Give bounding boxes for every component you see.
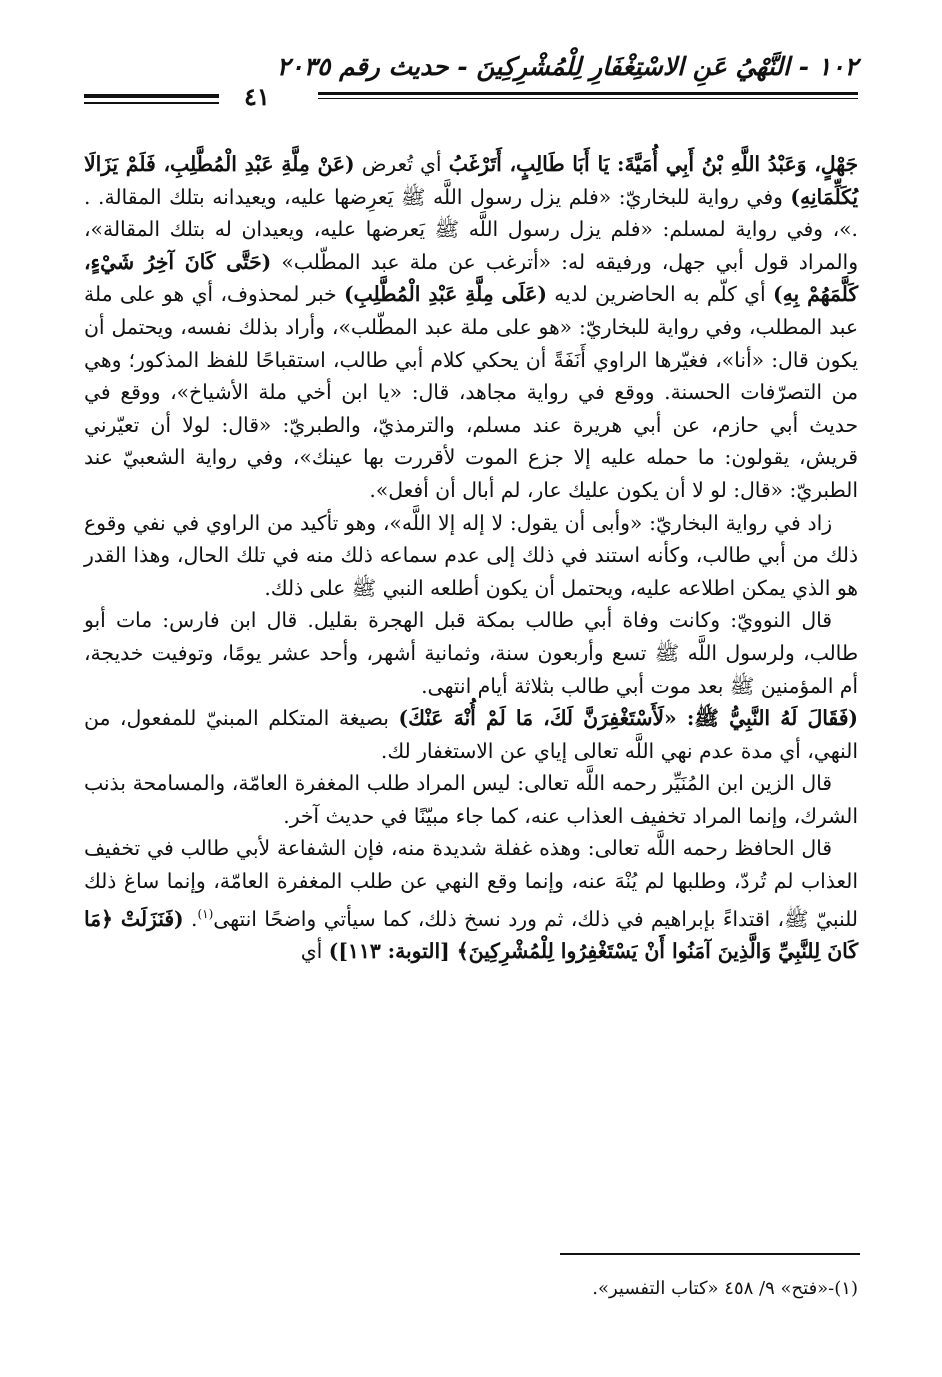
commentary: بصيغة المتكلم المبنيّ للمفعول، من النهي، أي مدة عدم نهي اللَّه تعالى إياي عن الاستغفار لك. xyxy=(84,706,858,763)
paragraph: قال الزين ابن المُنَيِّر رحمه اللَّه تعالى: ليس المراد طلب المغفرة العامّة، والمسامحة بذنب الشرك، وإنما المراد تخفيف العذاب عنه، كما جاء مبيّنًا في حديث آخر. xyxy=(84,771,858,828)
commentary: وفي رواية للبخاريّ: «فلم يزل رسول اللَّه ﷺ يَعرِضها عليه، ويعيدانه بتلك المقالة. . .»، وفي رواية لمسلم: «فلم يزل رسول اللَّه ﷺ يَعرضها عليه، ويعيدان له بتلك المقالة»، والمراد قول أبي جهل، ورفيقه له: «أترغب عن ملة عبد المطّلب» xyxy=(84,184,858,274)
hadith-text: (عَلَى مِلَّةِ عَبْدِ الْمُطَّلِبِ) xyxy=(343,282,547,307)
header-rule-left xyxy=(84,94,219,98)
paragraph xyxy=(84,832,858,967)
paragraph xyxy=(84,148,858,507)
page-number: ٤١ xyxy=(244,82,270,111)
hadith-text: (عَنْ مِلَّةِ عَبْدِ الْمُطَّلِبِ، فَلَمْ يَزَالَا يُكَلِّمَانِهِ) xyxy=(84,152,858,209)
header-rule-thin xyxy=(318,98,858,99)
commentary: قال الحافظ رحمه اللَّه تعالى: وهذه غفلة شديدة منه، فإن الشفاعة لأبي طالب في تخفيف العذاب لم تُردّ، وطلبها لم يُنْهَ عنه، وإنما وقع النهي عن طلب المغفرة العامّة، وإنما ساغ ذلك للنبيّ ﷺ، اقتداءً بإبراهيم في ذلك، ثم ورد نسخ ذلك، كما سيأتي واضحًا انتهى xyxy=(84,836,858,931)
header-rule-left-thin xyxy=(84,102,219,104)
paragraph: قال النوويّ: وكانت وفاة أبي طالب بمكة قبل الهجرة بقليل. قال ابن فارس: مات أبو طالب، ولرسول اللَّه ﷺ تسع وأربعون سنة، وثمانية أشهر، وأحد عشر يومًا، وتوفيت خديجة، أم المؤمنين ﷺ بعد موت أبي طالب بثلاثة أيام انتهى. xyxy=(84,608,858,698)
commentary: أي تُعرض xyxy=(354,152,449,176)
hadith-text: (فَنَزَلَتْ ﴿مَا كَانَ لِلنَّبِيِّ وَالَّذِينَ آمَنُوا أَنْ يَسْتَغْفِرُوا لِلْمُشْرِكِينَ﴾ [التوبة: ١١٣]) xyxy=(84,906,858,964)
commentary: أي xyxy=(300,939,329,964)
hadith-text: جَهْلٍ، وَعَبْدُ اللَّهِ بْنُ أَبِي أُمَيَّةَ: يَا أَبَا طَالِبٍ، أَتَرْغَبُ xyxy=(448,152,858,176)
main-text xyxy=(84,148,858,1198)
header-rule xyxy=(318,92,858,95)
footnote-ref[interactable]: (١) xyxy=(197,906,214,921)
commentary: أي كلّم به الحاضرين لديه xyxy=(546,282,773,307)
commentary: . xyxy=(183,906,198,931)
paragraph: زاد في رواية البخاريّ: «وأبى أن يقول: لا إله إلا اللَّه»، وهو تأكيد من الراوي في نفي وقوع ذلك من أبي طالب، وكأنه استند في ذلك إلى عدم سماعه ذلك منه في تلك الحال، وهذا القدر هو الذي يمكن اطلاعه عليه، ويحتمل أن يكون أطلعه النبي ﷺ على ذلك. xyxy=(84,510,858,600)
footnote-separator xyxy=(560,1253,860,1255)
footnote: (١)-«فتح» ٩/ ٤٥٨ «كتاب التفسير». xyxy=(592,1278,858,1299)
commentary: خبر لمحذوف، أي هو على ملة عبد المطلب، وفي رواية للبخاريّ: «هو على ملة عبد المطّلب»، وأراد بذلك نفسه، ويحتمل أن يكون قال: «أنا»، فغيّرها الراوي أَنَفَةً أن يحكي كلام أبي طالب، استقباحًا للفظ المذكور؛ وهي من التصرّفات الحسنة. ووقع في رواية مجاهد، قال: «يا ابن أخي ملة الأشياخ»، ووقع في حديث أبي حازم، عن أبي هريرة عند مسلم، والترمذيّ، والطبريّ: «قال: لولا أن تعيّرني قريش، يقولون: ما حمله عليه إلا جزع الموت لأقررت بها عينك»، وفي رواية الشعبيّ عند الطبريّ: «قال: لو لا أن يكون عليك عار، لم أبال أن أفعل». xyxy=(84,282,858,502)
running-header xyxy=(84,52,858,122)
hadith-text: (حَتَّى كَانَ آخِرُ شَيْءٍ، كَلَّمَهُمْ بِهِ) xyxy=(84,249,859,307)
chapter-title: ١٠٢ - النَّهْيُ عَنِ الاسْتِغْفَارِ لِلْمُشْرِكِينَ - حديث رقم ٢٠٣٥ xyxy=(276,52,858,81)
hadith-text: (فَقَالَ لَهُ النَّبِيُّ ﷺ: «لَأَسْتَغْفِرَنَّ لَكَ، مَا لَمْ أُنْهَ عَنْكَ) xyxy=(398,706,858,731)
paragraph xyxy=(84,702,858,767)
